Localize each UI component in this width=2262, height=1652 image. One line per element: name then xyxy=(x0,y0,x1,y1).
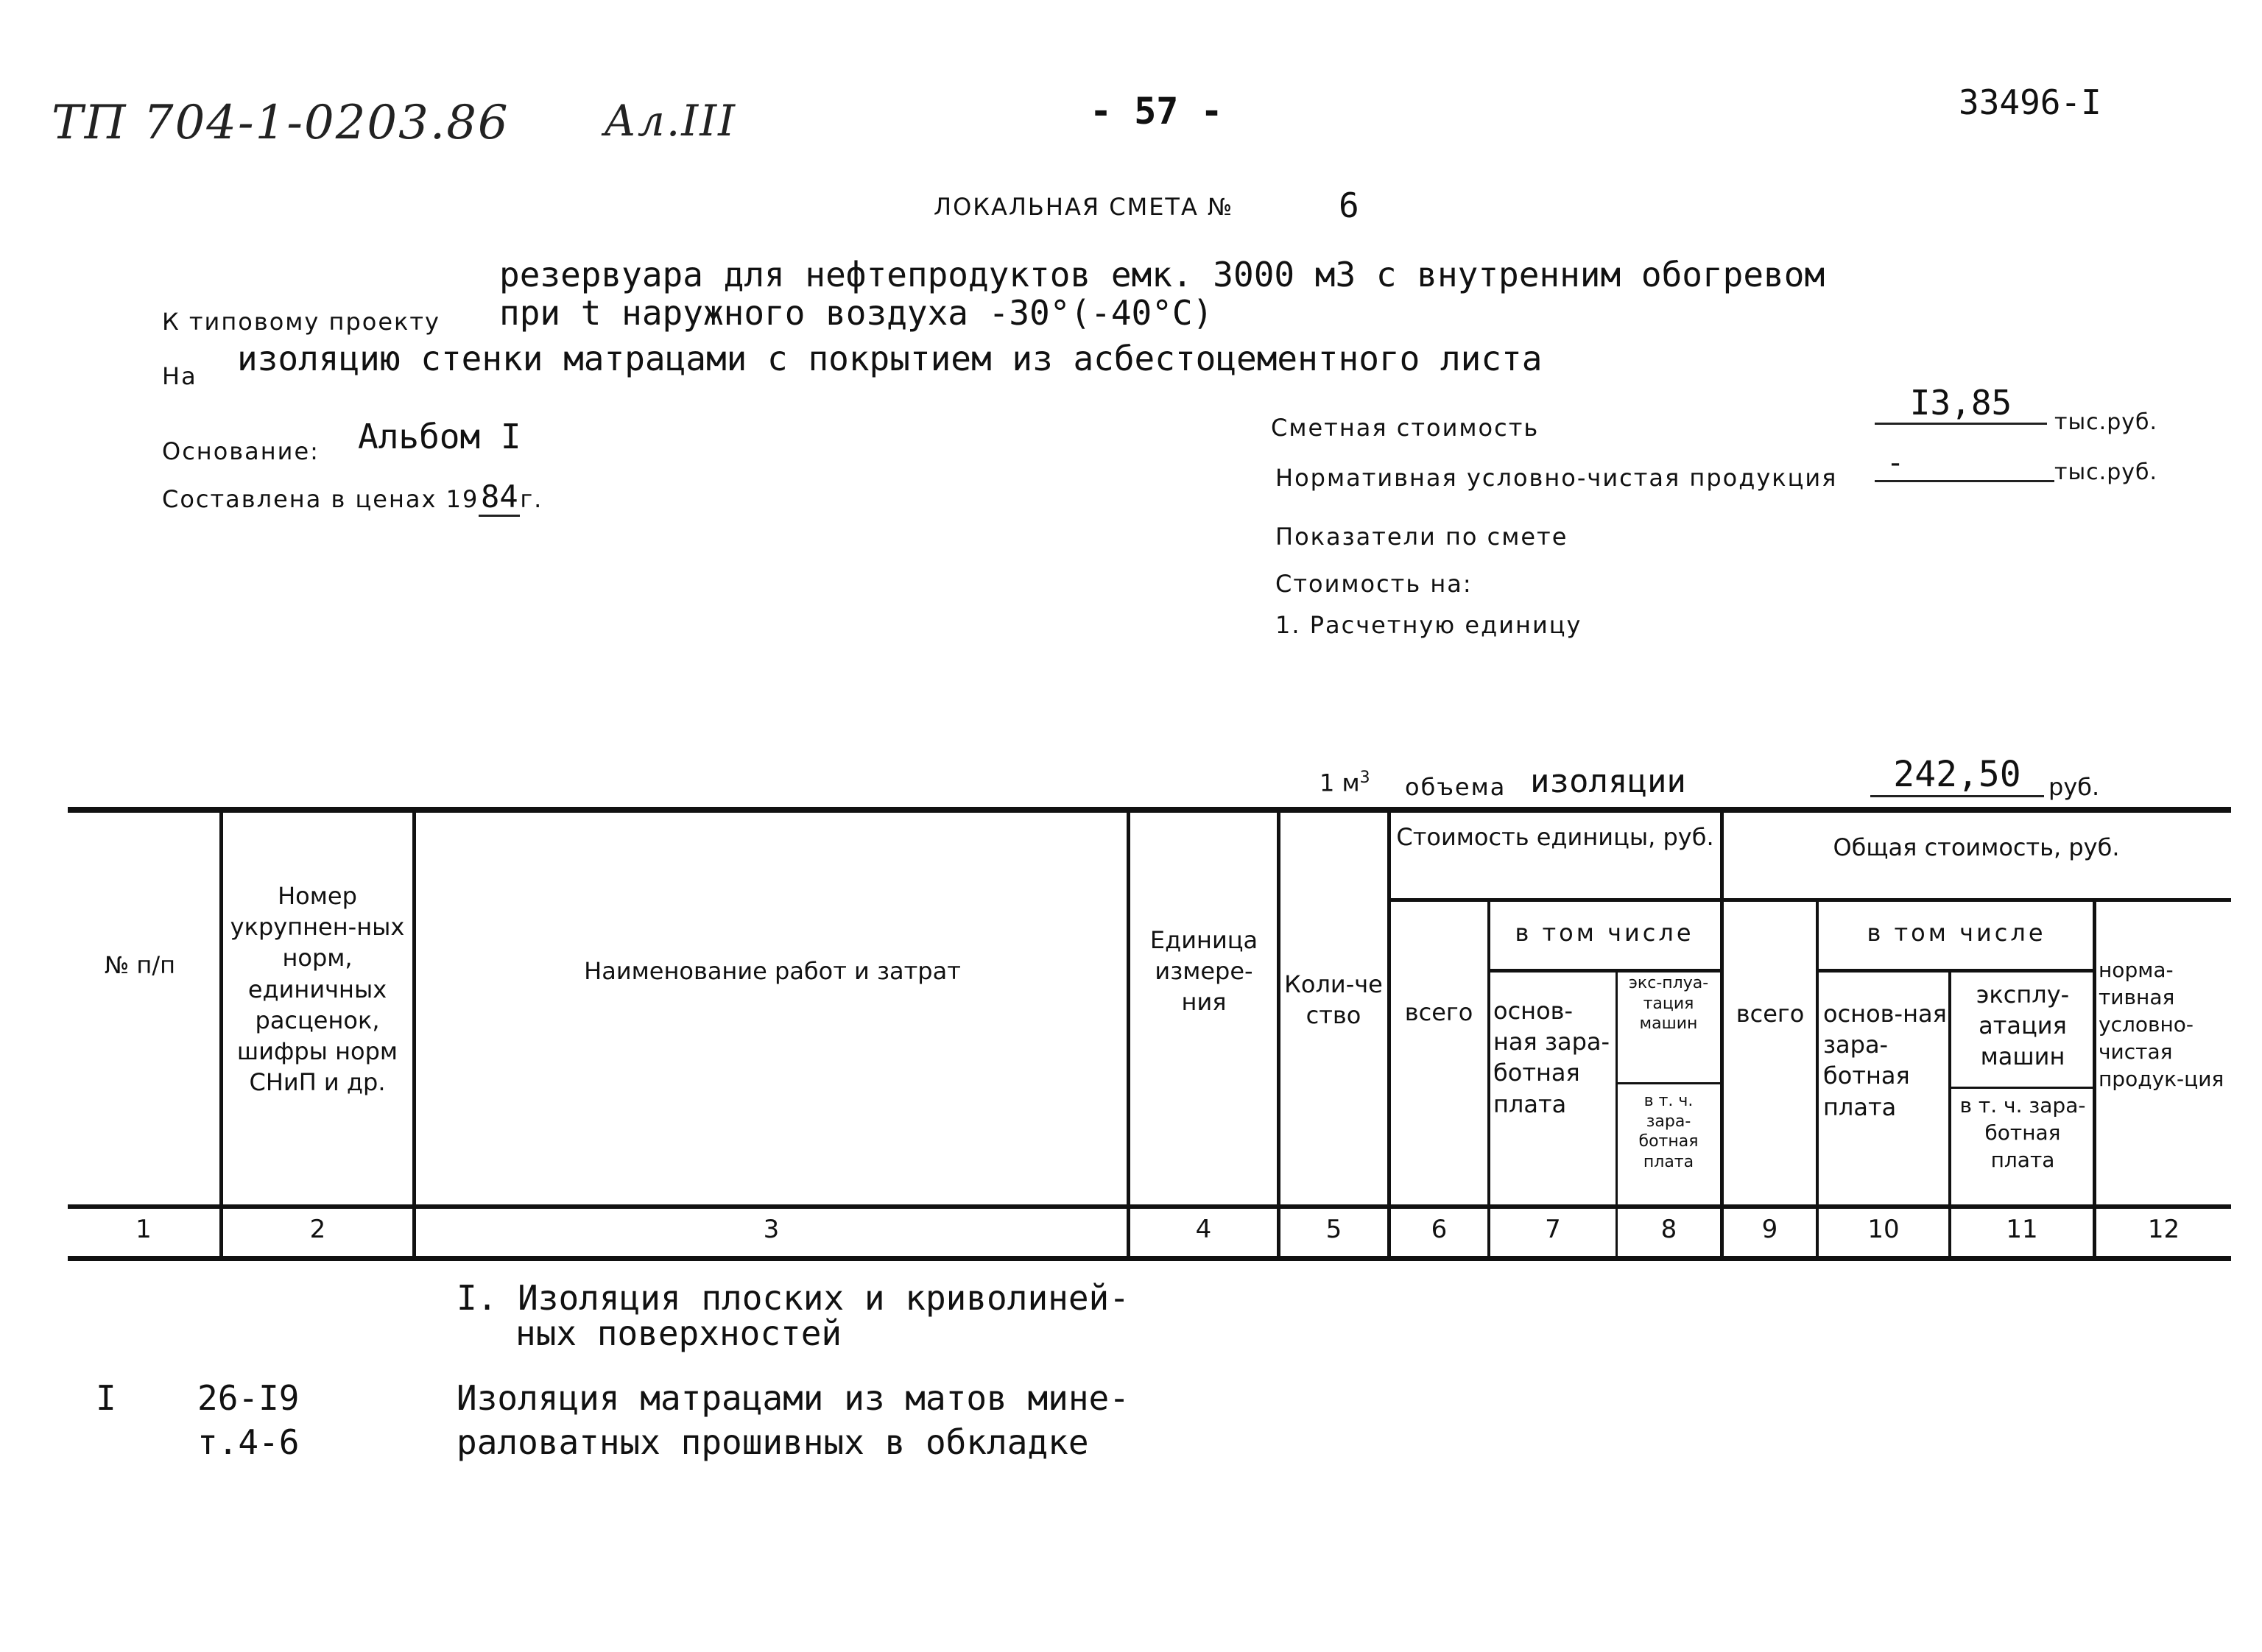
inventory-number: 33496-I xyxy=(1959,82,2101,122)
header-unit-cost-group: Стоимость единицы, руб. xyxy=(1396,823,1714,851)
header-norm-code: Номер укрупнен-ных норм, единичных расценок, шифры норм СНиП и др. xyxy=(230,882,405,1097)
header-including-total: в том числе xyxy=(1867,919,2046,947)
prices-suffix: г. xyxy=(520,485,543,513)
header-total-machine-op: эксплу-атация машин xyxy=(1976,981,2070,1071)
unit-cost-value: 242,50 xyxy=(1870,754,2044,797)
col-number-9: 9 xyxy=(1761,1215,1778,1244)
basis-label: Основание: xyxy=(162,437,320,465)
col-number-10: 10 xyxy=(1867,1215,1900,1244)
header-bottom-rule xyxy=(68,1204,2231,1209)
row-code-line-2: т.4-6 xyxy=(197,1422,300,1462)
col-number-11: 11 xyxy=(2006,1215,2038,1244)
c11-split-rule xyxy=(1951,1087,2094,1089)
numbers-bottom-rule xyxy=(68,1256,2231,1261)
header-unit-base-wage: основ-ная зара-ботная плата xyxy=(1493,997,1610,1118)
unit-cost-prefix-text: 1 м xyxy=(1320,769,1360,797)
project-line-1: резервуара для нефтепродуктов емк. 3000 м3 с внутренним обогревом xyxy=(499,255,1825,294)
col-rule-11 xyxy=(2093,900,2096,1260)
album-mark: Ал.III xyxy=(604,96,737,146)
header-quantity: Коли-чество xyxy=(1284,970,1383,1030)
c8-split-rule xyxy=(1617,1082,1723,1084)
indicators-label: Показатели по смете xyxy=(1275,523,1568,551)
col-rule-6 xyxy=(1487,900,1490,1260)
work-label: На xyxy=(162,362,197,390)
col-number-4: 4 xyxy=(1195,1215,1212,1244)
incl-rule-a xyxy=(1487,969,1723,973)
cost-label: Сметная стоимость xyxy=(1271,414,1540,442)
unit-cost-middle: объема xyxy=(1405,773,1507,801)
project-line-2: при t наружного воздуха -30°(-40°С) xyxy=(499,293,1213,333)
header-total-machine-wage: в т. ч. зара-ботная плата xyxy=(1959,1093,2086,1172)
table-top-rule xyxy=(68,807,2231,813)
col-number-6: 6 xyxy=(1431,1215,1448,1244)
project-label: К типовому проекту xyxy=(162,308,440,336)
header-unit-machine-op: экс-плуа-тация машин xyxy=(1628,974,1709,1033)
unit-cost-prefix xyxy=(1320,769,1370,797)
col-rule-1 xyxy=(219,810,223,1260)
col-number-3: 3 xyxy=(763,1215,780,1244)
col-rule-9 xyxy=(1816,900,1819,1260)
col-rule-5 xyxy=(1387,810,1391,1260)
col-number-5: 5 xyxy=(1325,1215,1342,1244)
unit-cost-sup: 3 xyxy=(1359,769,1370,787)
col-number-2: 2 xyxy=(309,1215,326,1244)
header-unit-machine-wage: в т. ч. зара-ботная плата xyxy=(1638,1092,1699,1171)
header-row-number: № п/п xyxy=(104,951,176,979)
cost-on-label: Стоимость на: xyxy=(1275,570,1473,598)
net-output-unit: тыс.руб. xyxy=(2054,459,2158,485)
header-unit-total: всего xyxy=(1404,998,1473,1026)
col-rule-3 xyxy=(1127,810,1130,1260)
row-name-line-1: Изоляция матрацами из матов мине- xyxy=(457,1378,1130,1418)
section-title-line-2: ных поверхностей xyxy=(515,1313,842,1353)
incl-rule-b xyxy=(1817,969,2094,973)
prices-label xyxy=(162,479,543,517)
basis-value: Альбом I xyxy=(358,417,521,456)
row-code-line-1: 26-I9 xyxy=(197,1378,300,1418)
net-output-label: Нормативная условно-чистая продукция xyxy=(1275,464,1838,492)
cost-value: I3,85 xyxy=(1875,383,2047,425)
col-rule-8 xyxy=(1720,810,1724,1260)
unit-cost-object: изоляции xyxy=(1530,763,1686,800)
header-work-name: Наименование работ и затрат xyxy=(584,957,961,985)
header-unit: Единица измере-ния xyxy=(1149,926,1258,1017)
row-name-line-2: раловатных прошивных в обкладке xyxy=(457,1422,1089,1462)
header-including-unit: в том числе xyxy=(1515,919,1694,947)
estimate-number: 6 xyxy=(1339,186,1359,225)
col-number-8: 8 xyxy=(1660,1215,1677,1244)
estimate-title: ЛОКАЛЬНАЯ СМЕТА № xyxy=(934,193,1234,221)
group-header-rule xyxy=(1390,898,2231,902)
document-code: ТП 704-1-0203.86 xyxy=(52,96,510,150)
prices-year: 84 xyxy=(479,479,520,517)
net-output-value: - xyxy=(1875,446,2054,482)
col-rule-2 xyxy=(412,810,416,1260)
header-total-cost-group: Общая стоимость, руб. xyxy=(1833,833,2120,861)
header-total-all: всего xyxy=(1736,1000,1805,1028)
col-number-1: 1 xyxy=(135,1215,152,1244)
header-net-output: норма-тивная условно-чистая продук-ция xyxy=(2099,958,2224,1091)
col-number-7: 7 xyxy=(1545,1215,1561,1244)
row-number: I xyxy=(96,1378,116,1418)
header-total-base-wage: основ-ная зара-ботная плата xyxy=(1823,1000,1947,1121)
calc-unit-label: 1. Расчетную единицу xyxy=(1275,611,1582,639)
work-description: изоляцию стенки матрацами с покрытием из асбестоцементного листа xyxy=(237,339,1543,378)
cost-unit: тыс.руб. xyxy=(2054,409,2158,435)
section-title-line-1: I. Изоляция плоских и криволиней- xyxy=(457,1278,1130,1318)
col-number-12: 12 xyxy=(2147,1215,2180,1244)
prices-prefix: Составлена в ценах 19 xyxy=(162,485,479,513)
page-number: - 57 - xyxy=(1090,90,1223,133)
unit-cost-currency: руб. xyxy=(2048,773,2100,801)
col-rule-4 xyxy=(1277,810,1280,1260)
